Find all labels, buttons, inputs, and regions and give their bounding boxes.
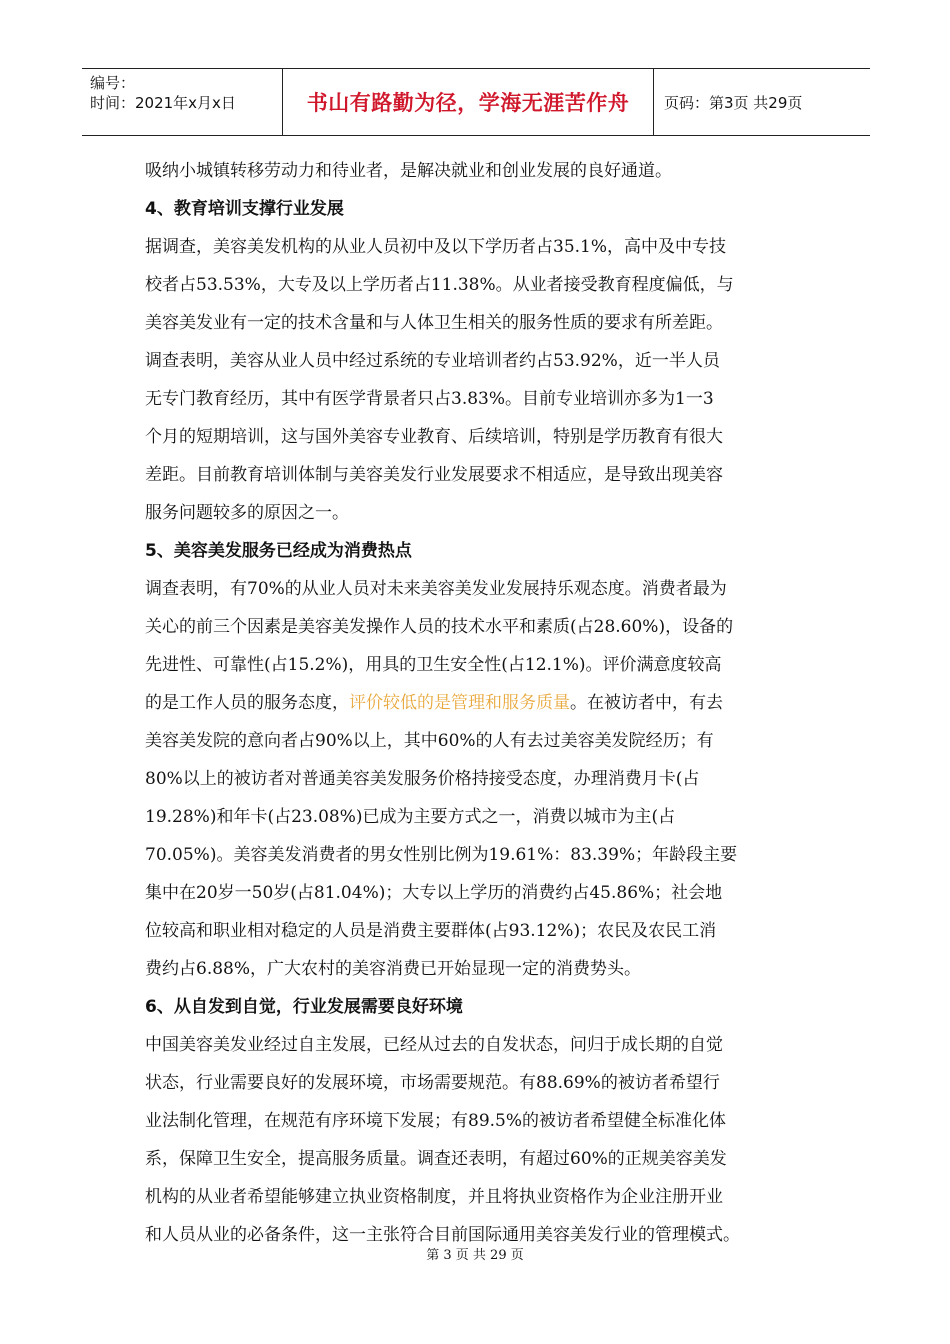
paragraph-line: 关心的前三个因素是美容美发操作人员的技术水平和素质(占28.60%)，设备的 <box>145 617 734 637</box>
paragraph-line: 调查表明，有70%的从业人员对未来美容美发业发展持乐观态度。消费者最为 <box>145 579 727 599</box>
paragraph-line: 中国美容美发业经过自主发展，已经从过去的自发状态，问归于成长期的自觉 <box>145 1035 723 1055</box>
section-heading-6: 6、从自发到自觉，行业发展需要良好环境 <box>145 997 463 1017</box>
page-header <box>82 68 870 136</box>
header-motto: 书山有路勤为径，学海无涯苦作舟 <box>306 91 630 115</box>
paragraph-line: 80%以上的被访者对普通美容美发服务价格持接受态度，办理消费月卡(占 <box>145 769 700 789</box>
page-footer: 第 3 页 共 29 页 <box>426 1248 524 1263</box>
paragraph-line: 70.05%)。美容美发消费者的男女性别比例为19.61%：83.39%；年龄段主要 <box>145 845 738 865</box>
paragraph-line: 状态，行业需要良好的发展环境，市场需要规范。有88.69%的被访者希望行 <box>145 1073 720 1093</box>
paragraph-line: 美容美发业有一定的技术含量和与人体卫生相关的服务性质的要求有所差距。 <box>145 313 723 333</box>
paragraph-line: 机构的从业者希望能够建立执业资格制度，并且将执业资格作为企业注册开业 <box>145 1187 723 1207</box>
document-body <box>145 152 815 1254</box>
paragraph-line: 差距。目前教育培训体制与美容美发行业发展要求不相适应，是导致出现美容 <box>145 465 723 485</box>
paragraph-line: 先进性、可靠性(占15.2%)，用具的卫生安全性(占12.1%)。评价满意度较高 <box>145 655 722 675</box>
text-segment: 的是工作人员的服务态度， <box>145 693 349 713</box>
header-meta <box>82 69 282 135</box>
paragraph-line: 调查表明，美容从业人员中经过系统的专业培训者约占53.92%，近一半人员 <box>145 351 720 371</box>
number-label: 编号： <box>90 74 136 92</box>
paragraph-line: 吸纳小城镇转移劳动力和待业者，是解决就业和创业发展的良好通道。 <box>145 161 672 181</box>
paragraph-line: 美容美发院的意向者占90%以上，其中60%的人有去过美容美发院经历；有 <box>145 731 714 751</box>
highlighted-text: 评价较低的是管理和服务质量 <box>349 693 570 713</box>
paragraph-line: 据调查，美容美发机构的从业人员初中及以下学历者占35.1%，高中及中专技 <box>145 237 727 257</box>
paragraph-line: 费约占6.88%，广大农村的美容消费已开始显现一定的消费势头。 <box>145 959 642 979</box>
paragraph-line: 业法制化管理，在规范有序环境下发展；有89.5%的被访者希望健全标准化体 <box>145 1111 727 1131</box>
paragraph-line: 校者占53.53%，大专及以上学历者占11.38%。从业者接受教育程度偏低，与 <box>145 275 734 295</box>
paragraph-line: 个月的短期培训，这与国外美容专业教育、后续培训，特别是学历教育有很大 <box>145 427 723 447</box>
date-label: 时间：2021年x月x日 <box>90 94 236 112</box>
header-page-info: 页码：第3页 共29页 <box>664 93 803 112</box>
paragraph-line: 和人员从业的必备条件，这一主张符合目前国际通用美容美发行业的管理模式。 <box>145 1225 740 1245</box>
text-segment: 。在被访者中，有去 <box>570 693 723 713</box>
section-heading-5: 5、美容美发服务已经成为消费热点 <box>145 541 412 561</box>
paragraph-line: 19.28%)和年卡(占23.08%)已成为主要方式之一，消费以城市为主(占 <box>145 807 676 827</box>
paragraph-line: 位较高和职业相对稳定的人员是消费主要群体(占93.12%)；农民及农民工消 <box>145 921 717 941</box>
paragraph-line: 系，保障卫生安全，提高服务质量。调查还表明，有超过60%的正规美容美发 <box>145 1149 727 1169</box>
paragraph-line: 服务问题较多的原因之一。 <box>145 503 349 523</box>
header-motto-cell <box>282 69 654 135</box>
section-heading-4: 4、教育培训支撑行业发展 <box>145 199 344 219</box>
paragraph-line: 集中在20岁一50岁(占81.04%)；大专以上学历的消费约占45.86%；社会地 <box>145 883 723 903</box>
paragraph-line: 无专门教育经历，其中有医学背景者只占3.83%。目前专业培训亦多为1一3 <box>145 389 714 409</box>
paragraph-line <box>145 684 815 722</box>
